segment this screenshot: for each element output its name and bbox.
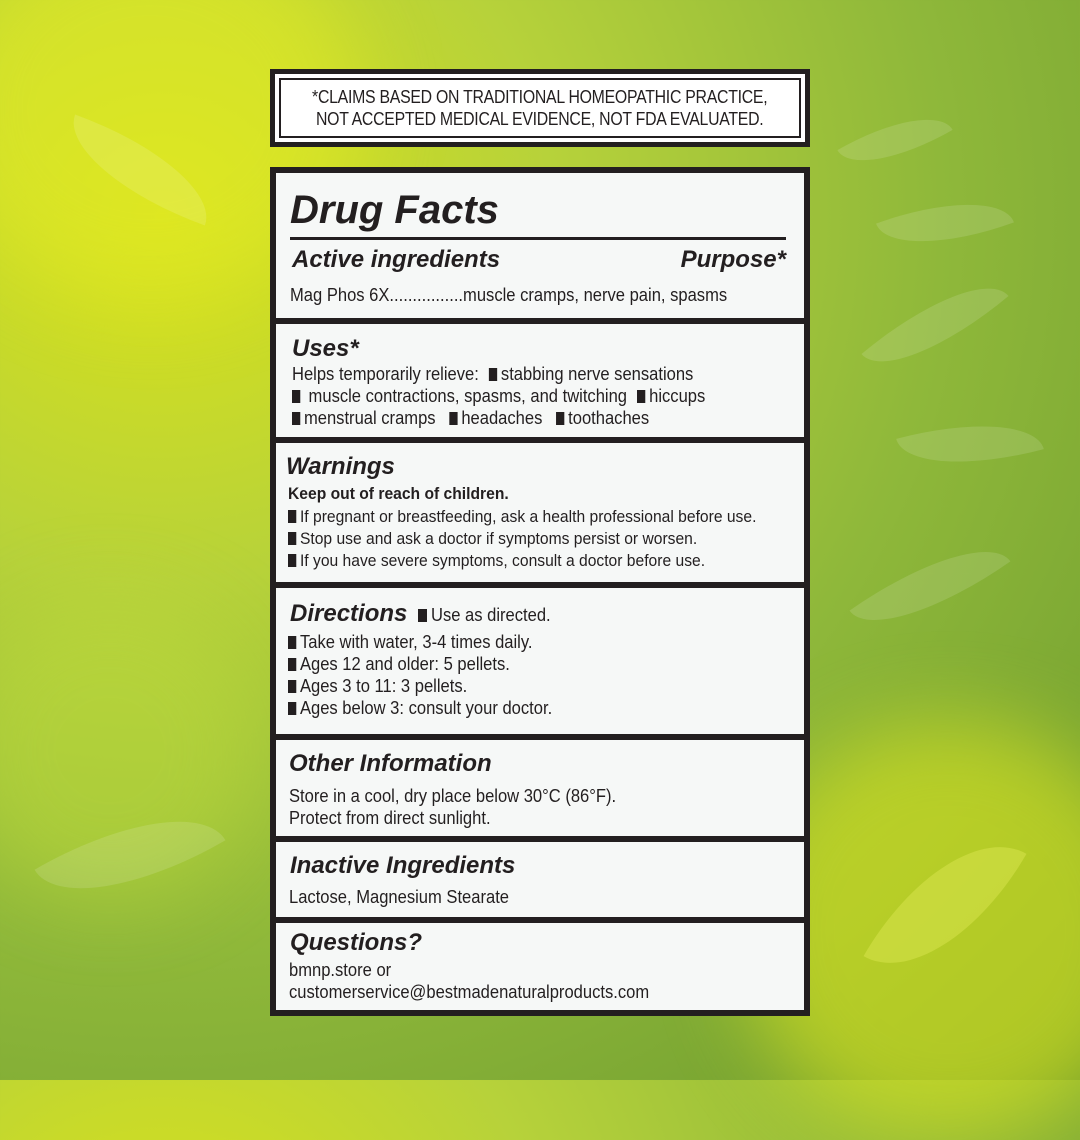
bullet-square-icon bbox=[288, 680, 296, 693]
drug-facts-panel bbox=[270, 167, 810, 1016]
other-info-heading: Other Information bbox=[289, 750, 492, 777]
drug-facts-title: Drug Facts bbox=[290, 188, 499, 232]
bullet-square-icon bbox=[288, 554, 296, 567]
use-item: hiccups bbox=[649, 386, 706, 406]
disclaimer-text bbox=[312, 86, 767, 130]
direction-text: Ages 12 and older: 5 pellets. bbox=[299, 654, 510, 674]
direction-line bbox=[288, 653, 552, 675]
disclaimer-line-2: NOT ACCEPTED MEDICAL EVIDENCE, NOT FDA EVALUATED. bbox=[316, 109, 764, 129]
bullet-square-icon bbox=[418, 609, 427, 622]
direction-line bbox=[288, 697, 552, 719]
leaf-decoration bbox=[896, 403, 1044, 486]
purpose-heading: Purpose* bbox=[680, 246, 786, 273]
use-item: menstrual cramps bbox=[303, 408, 436, 428]
bullet-square-icon bbox=[449, 412, 457, 425]
bullet-square-icon bbox=[489, 368, 497, 381]
leaf-decoration bbox=[837, 95, 952, 185]
directions-header-row bbox=[290, 598, 561, 630]
warnings-section bbox=[276, 443, 804, 582]
warning-line bbox=[288, 550, 756, 572]
use-item: toothaches bbox=[568, 408, 650, 428]
uses-line-2 bbox=[292, 385, 705, 407]
inactive-section bbox=[276, 842, 804, 917]
drug-facts-section bbox=[276, 173, 804, 318]
bullet-square-icon bbox=[556, 412, 564, 425]
uses-heading: Uses* bbox=[292, 335, 359, 362]
bullet-square-icon bbox=[292, 390, 300, 403]
warning-line bbox=[288, 528, 756, 550]
leaf-decoration bbox=[861, 258, 1008, 393]
warning-text: If you have severe symptoms, consult a doctor before use. bbox=[299, 551, 706, 570]
active-ingredient-line: Mag Phos 6X................muscle cramps, nerve pain, spasms bbox=[290, 285, 728, 305]
uses-intro: Helps temporarily relieve: bbox=[292, 364, 479, 384]
directions-first: Use as directed. bbox=[430, 605, 551, 625]
other-info-line-2: Protect from direct sunlight. bbox=[289, 808, 491, 828]
disclaimer-box bbox=[270, 69, 810, 147]
bullet-square-icon bbox=[288, 658, 296, 671]
active-ingredient-row bbox=[290, 284, 765, 306]
warning-text: If pregnant or breastfeeding, ask a health professional before use. bbox=[299, 507, 757, 526]
directions-list bbox=[288, 631, 575, 719]
direction-line bbox=[288, 675, 552, 697]
inactive-heading: Inactive Ingredients bbox=[290, 852, 516, 879]
questions-section bbox=[276, 923, 804, 1010]
direction-text: Ages 3 to 11: 3 pellets. bbox=[299, 676, 468, 696]
bullet-square-icon bbox=[288, 532, 296, 545]
warning-line bbox=[288, 506, 756, 528]
uses-section bbox=[276, 324, 804, 437]
uses-list bbox=[292, 363, 741, 429]
direction-line bbox=[288, 631, 552, 653]
other-info-section bbox=[276, 740, 804, 836]
questions-line-1: bmnp.store or bbox=[289, 960, 392, 980]
leaf-decoration bbox=[876, 179, 1014, 267]
questions-text bbox=[289, 959, 680, 1003]
other-info-text bbox=[289, 785, 645, 829]
disclaimer-line-1: *CLAIMS BASED ON TRADITIONAL HOMEOPATHIC PRACTICE, bbox=[312, 87, 768, 107]
uses-line-1 bbox=[292, 363, 705, 385]
title-rule bbox=[290, 237, 786, 240]
warnings-bold-line: Keep out of reach of children. bbox=[288, 484, 509, 503]
use-item: muscle contractions, spasms, and twitching bbox=[308, 386, 628, 406]
bullet-square-icon bbox=[292, 412, 300, 425]
direction-text: Ages below 3: consult your doctor. bbox=[299, 698, 553, 718]
questions-heading: Questions? bbox=[290, 929, 423, 956]
warning-text: Stop use and ask a doctor if symptoms persist or worsen. bbox=[299, 529, 698, 548]
warnings-heading: Warnings bbox=[286, 453, 395, 480]
leaf-decoration bbox=[850, 519, 1011, 653]
use-item: stabbing nerve sensations bbox=[500, 364, 694, 384]
direction-text: Take with water, 3-4 times daily. bbox=[299, 632, 533, 652]
bullet-square-icon bbox=[288, 636, 296, 649]
other-info-line-1: Store in a cool, dry place below 30°C (86°F). bbox=[289, 786, 617, 806]
warnings-list bbox=[288, 483, 797, 572]
active-ingredients-heading: Active ingredients bbox=[292, 246, 501, 273]
directions-section bbox=[276, 588, 804, 734]
inactive-text bbox=[289, 886, 528, 908]
bullet-square-icon bbox=[637, 390, 645, 403]
questions-email-link[interactable]: customerservice@bestmadenaturalproducts.com bbox=[289, 982, 650, 1002]
bullet-square-icon bbox=[288, 510, 296, 523]
bullet-square-icon bbox=[288, 702, 296, 715]
inactive-line: Lactose, Magnesium Stearate bbox=[289, 887, 510, 907]
use-item: headaches bbox=[461, 408, 543, 428]
directions-heading: Directions bbox=[290, 600, 408, 627]
uses-line-3 bbox=[292, 407, 705, 429]
